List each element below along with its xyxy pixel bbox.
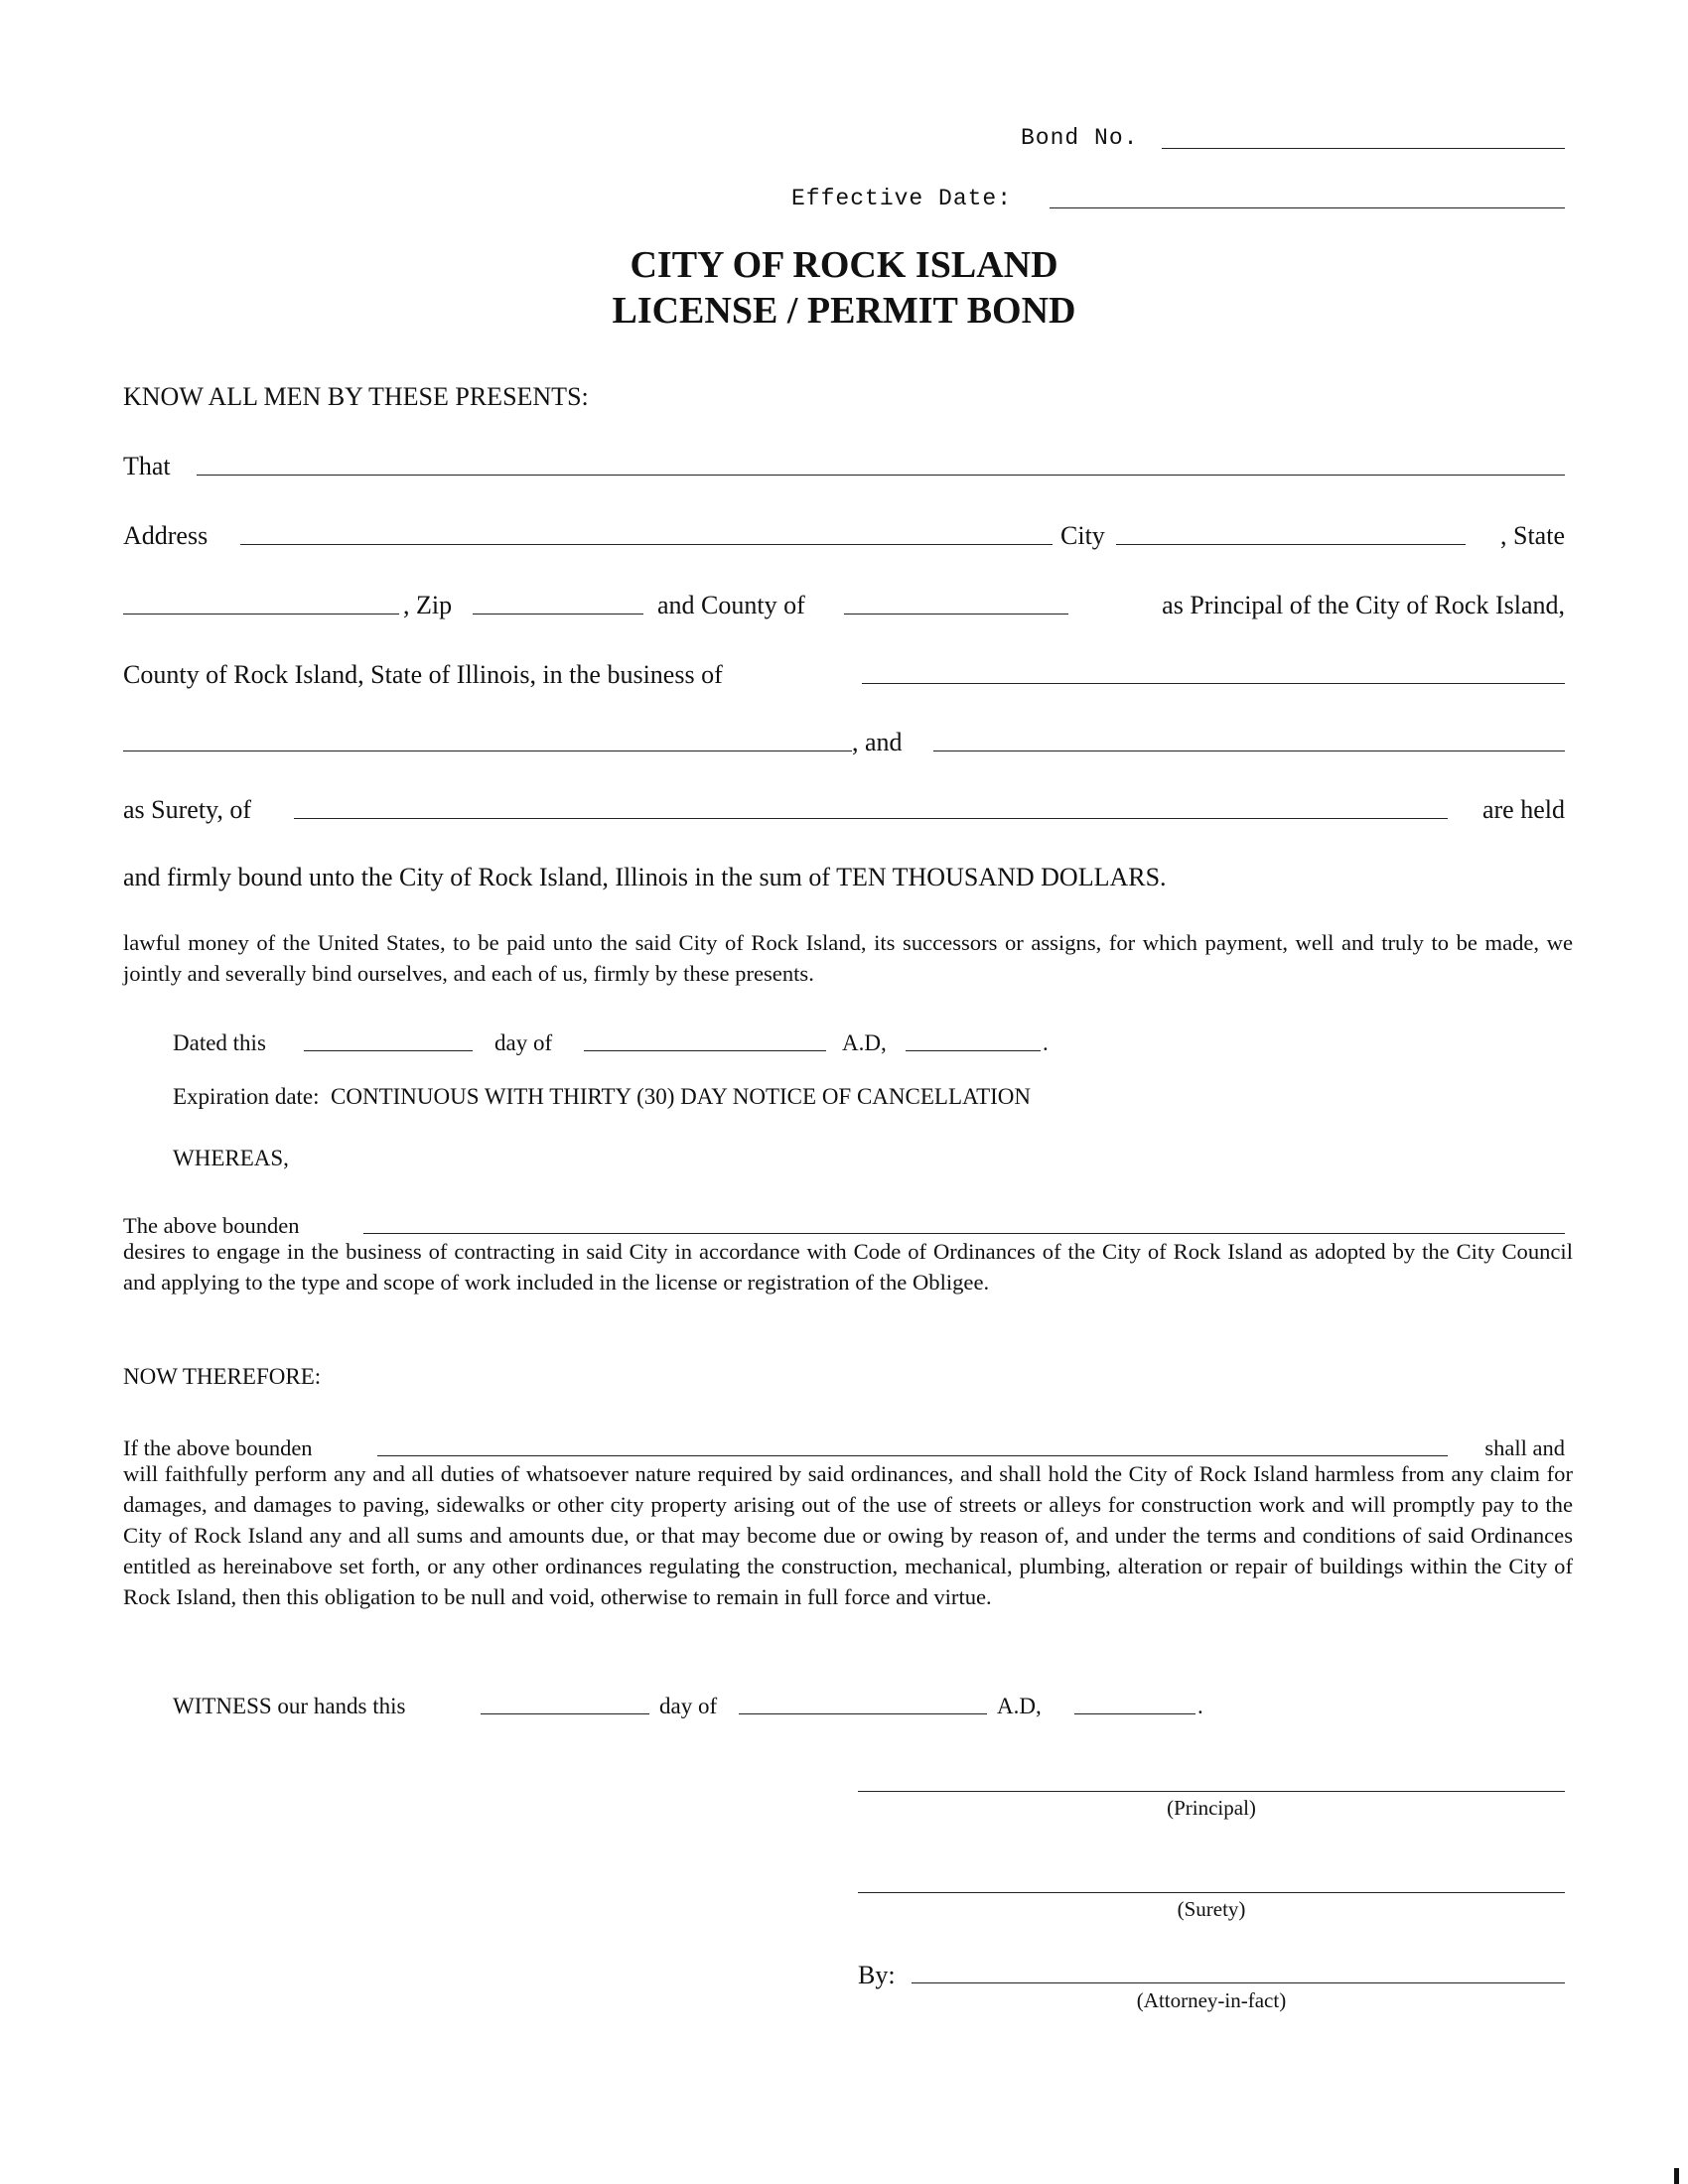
- bond-no-field[interactable]: [1162, 148, 1565, 149]
- surety-row: [123, 786, 1565, 826]
- effective-date-field[interactable]: [1050, 207, 1565, 208]
- dated-day-of-label: day of: [494, 1030, 553, 1055]
- business-text: County of Rock Island, State of Illinois, in the business of: [123, 660, 723, 689]
- above-bounden-row-1: [123, 1201, 1565, 1241]
- dated-year-field[interactable]: [906, 1050, 1041, 1051]
- business-field[interactable]: [862, 683, 1565, 684]
- dated-row: [173, 1019, 1066, 1058]
- zip-label: , Zip: [403, 591, 453, 619]
- whereas-heading: WHEREAS,: [173, 1146, 289, 1170]
- shall-label: shall and: [1484, 1435, 1565, 1460]
- that-row: [123, 443, 1565, 482]
- witness-label: WITNESS our hands this: [173, 1694, 406, 1718]
- above-bounden-label-2: If the above bounden: [123, 1435, 313, 1460]
- witness-day-field[interactable]: [481, 1713, 649, 1714]
- scan-edge-mark: [1674, 2168, 1679, 2184]
- above-bounden-field-1[interactable]: [363, 1233, 1565, 1234]
- attorney-caption: (Attorney-in-fact): [1136, 1988, 1287, 2012]
- bound-sentence: and firmly bound unto the City of Rock Island, Illinois in the sum of TEN THOUSAND DOLLARS.: [123, 863, 1167, 891]
- address-label: Address: [123, 521, 209, 550]
- principal-signature-line[interactable]: [858, 1791, 1565, 1792]
- address-field[interactable]: [240, 544, 1053, 545]
- above-bounden-field-2[interactable]: [377, 1455, 1448, 1456]
- city-field[interactable]: [1116, 544, 1466, 545]
- witness-period: .: [1197, 1694, 1203, 1718]
- witness-ad-label: A.D,: [997, 1694, 1042, 1718]
- city-label: City: [1060, 521, 1105, 550]
- held-label: are held: [1481, 795, 1565, 824]
- dated-day-field[interactable]: [304, 1050, 473, 1051]
- that-label: That: [123, 452, 171, 480]
- bond-no-label: Bond No.: [1021, 125, 1139, 151]
- zip-row: [123, 582, 1565, 621]
- now-therefore-heading: NOW THEREFORE:: [123, 1364, 322, 1389]
- address-row: [123, 512, 1565, 552]
- and-row: [123, 719, 1565, 758]
- witness-month-field[interactable]: [739, 1713, 987, 1714]
- and-label: , and: [852, 728, 903, 756]
- title-city: CITY OF ROCK ISLAND: [630, 244, 1058, 286]
- intro-heading: KNOW ALL MEN BY THESE PRESENTS:: [123, 382, 589, 411]
- dated-month-field[interactable]: [584, 1050, 826, 1051]
- effective-date-label: Effective Date:: [791, 186, 1013, 211]
- above-bounden-label-1: The above bounden: [123, 1213, 300, 1238]
- by-label: By:: [858, 1961, 896, 1989]
- dated-period: .: [1043, 1030, 1049, 1055]
- business-row: [123, 651, 1565, 691]
- witness-year-field[interactable]: [1074, 1713, 1196, 1714]
- expiration-text: Expiration date: CONTINUOUS WITH THIRTY (30) DAY NOTICE OF CANCELLATION: [173, 1084, 1032, 1109]
- attorney-signature-line[interactable]: [912, 1982, 1565, 1983]
- county-label: and County of: [657, 591, 805, 619]
- lawful-paragraph: lawful money of the United States, to be paid unto the said City of Rock Island, its successors or assigns, for which payment, well and truly to be made, we jointly and severally bind ourselves, and each of us, firmly by these presents.: [123, 930, 1573, 986]
- above-bounden-paragraph-2: will faithfully perform any and all duties of whatsoever nature required by said ordinances, and shall hold the City of Rock Island harmless from any claim for damages, and damages to paving, sidewalks or other city property arising out of the use of streets or alleys for construction work and will promptly pay to the City of Rock Island any and all sums and amounts due, or that may become due or owing by reason of, and under the terms and conditions of said Ordinances entitled as hereinabove set forth, or any other ordinances regulating the construction, mechanical, plumbing, alteration or repair of buildings within the City of Rock Island, then this obligation to be null and void, otherwise to remain in full force and virtue.: [123, 1461, 1573, 1609]
- dated-label: Dated this: [173, 1030, 266, 1055]
- principal-caption: (Principal): [1167, 1796, 1256, 1820]
- surety-label: as Surety, of: [123, 795, 252, 824]
- witness-row: [173, 1682, 1225, 1721]
- title-bond: LICENSE / PERMIT BOND: [612, 290, 1076, 332]
- principal-text: as Principal of the City of Rock Island,: [1162, 591, 1565, 619]
- surety-caption: (Surety): [1177, 1897, 1246, 1921]
- witness-day-of-label: day of: [659, 1694, 718, 1718]
- state-label: , State: [1500, 521, 1565, 550]
- above-bounden-row-2: [123, 1424, 1565, 1463]
- principal-name-field[interactable]: [197, 475, 1565, 476]
- surety-signature-line[interactable]: [858, 1892, 1565, 1893]
- surety-of-field[interactable]: [294, 818, 1448, 819]
- dated-ad-label: A.D,: [842, 1030, 887, 1055]
- above-bounden-paragraph-1: desires to engage in the business of contracting in said City in accordance with Code of Ordinances of the City of Rock Island as adopted by the City Council and applying to the type and scope of work included in the license or registration of the Obligee.: [123, 1239, 1573, 1295]
